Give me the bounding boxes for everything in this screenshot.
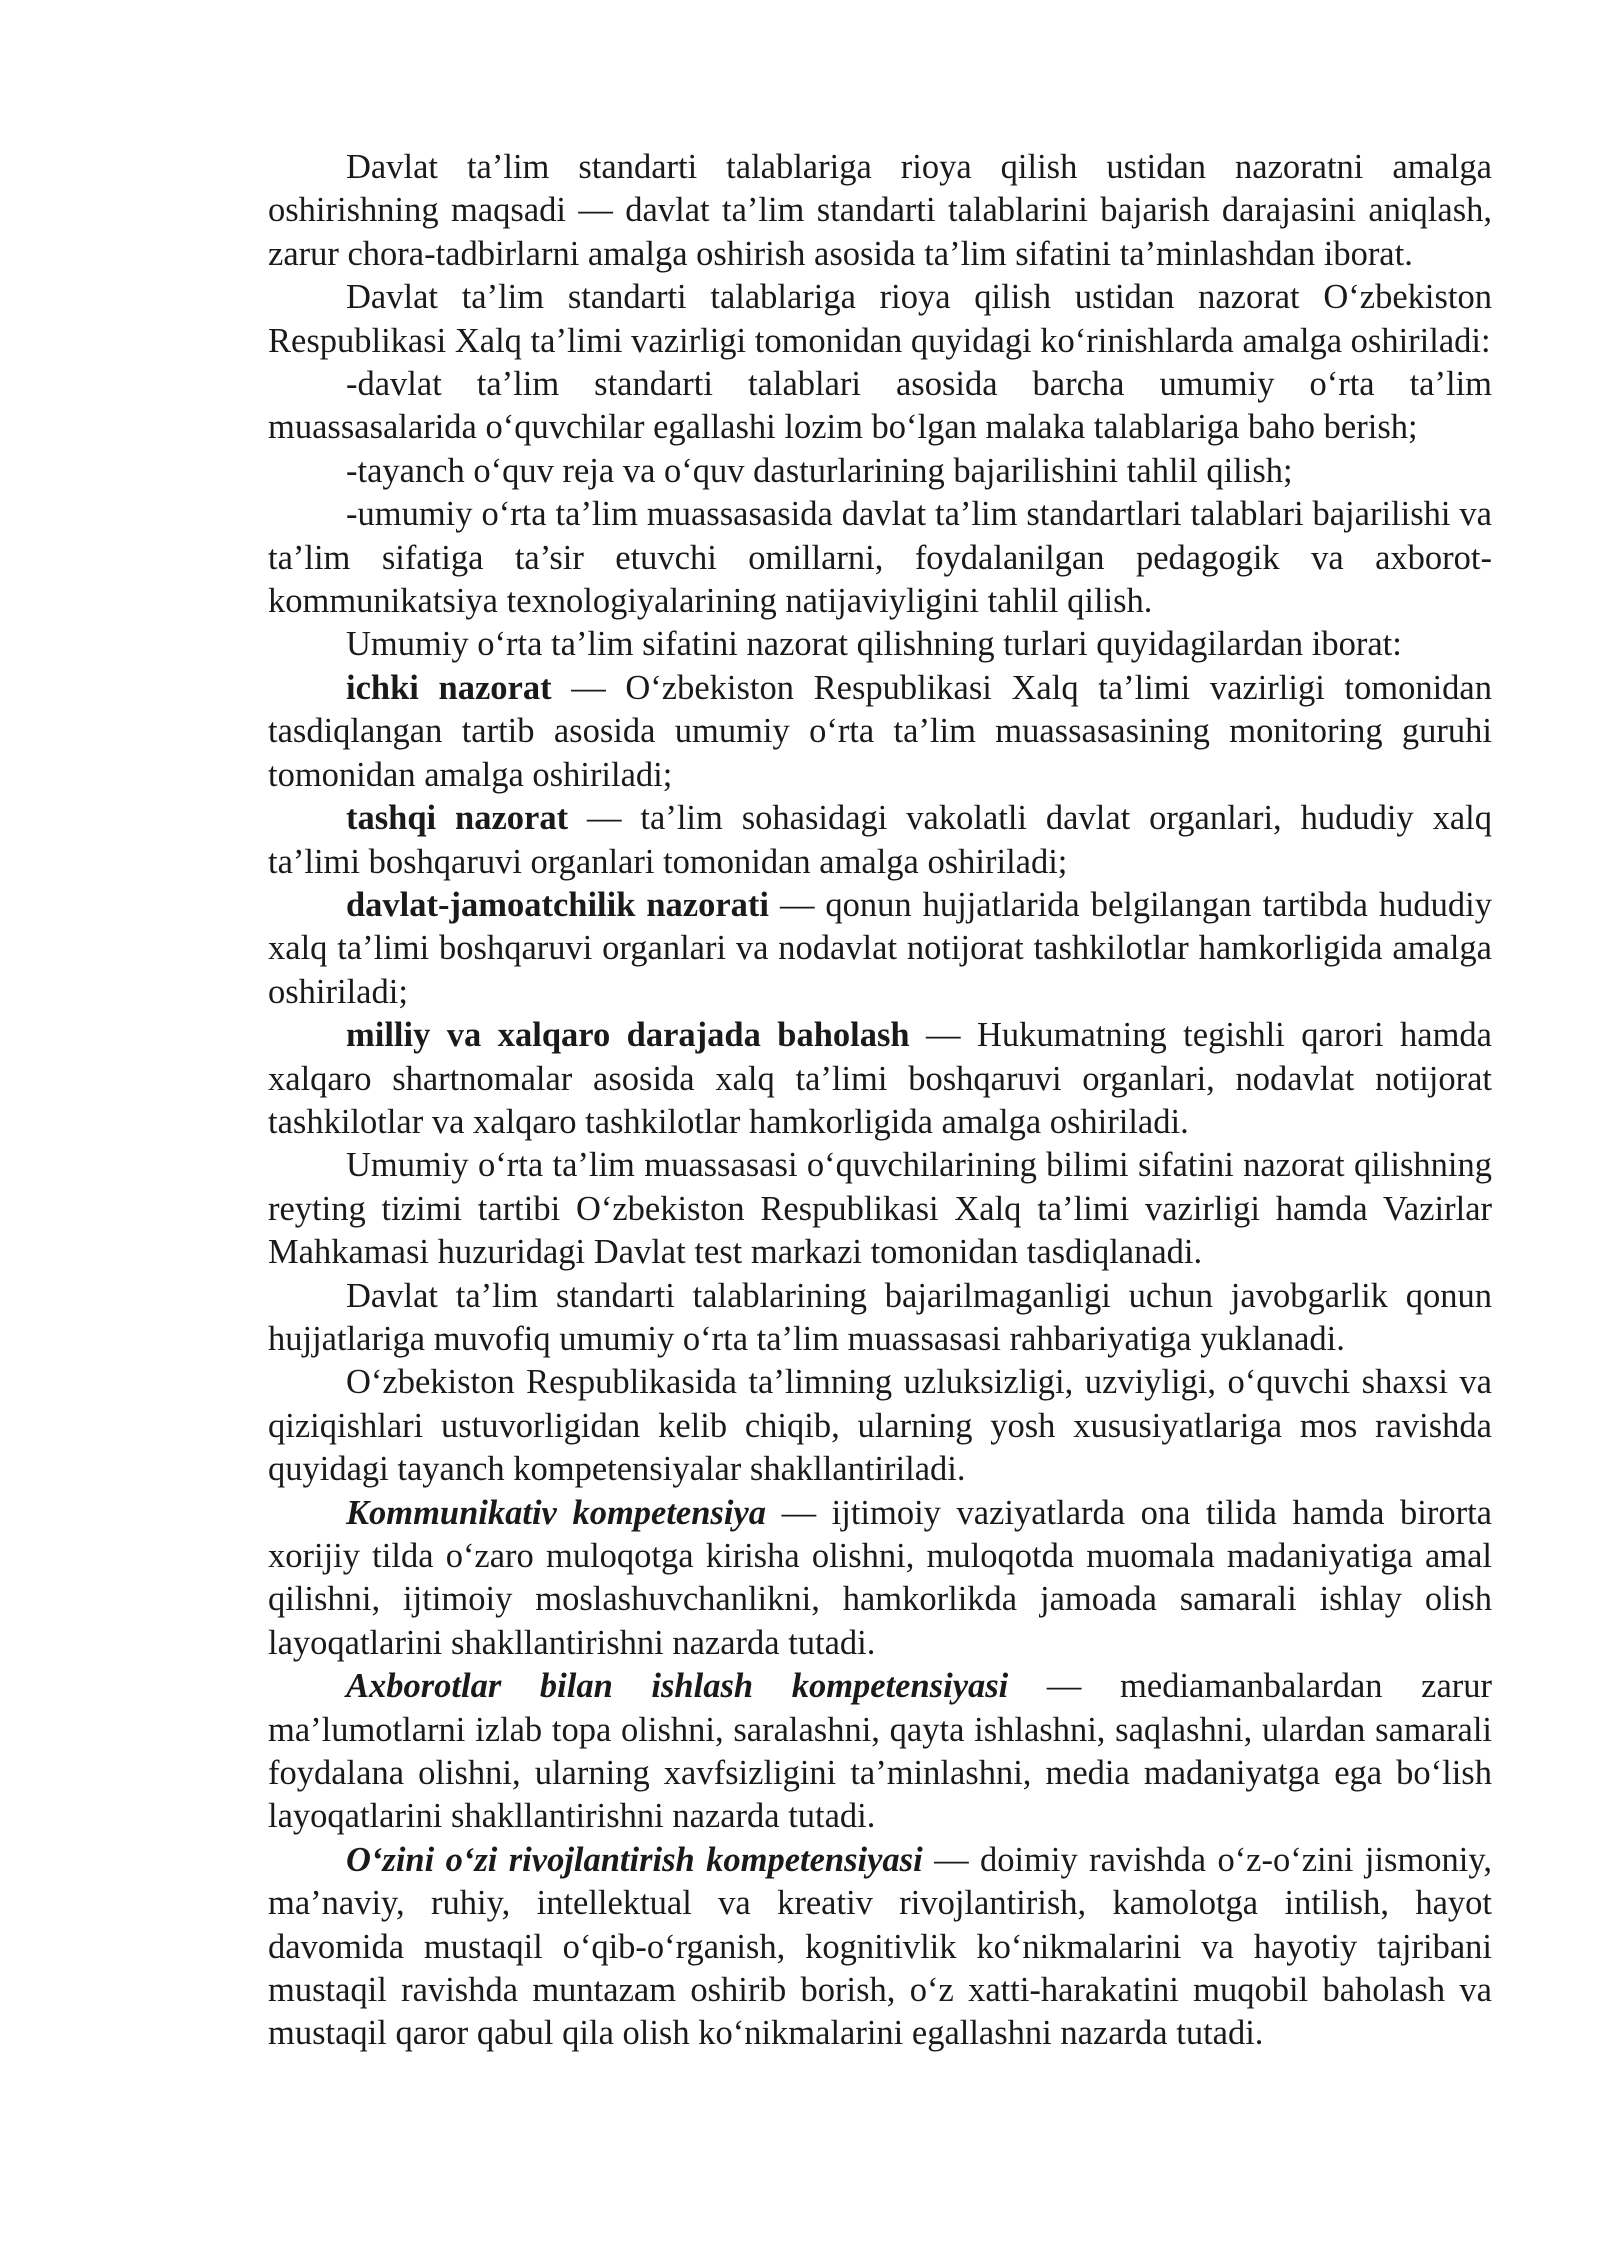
paragraph-nazorat-turlari: [268, 623, 1492, 666]
list-item-tahlil-qilish: [268, 450, 1492, 493]
paragraph-text: Davlat ta’lim standarti talablariga rioya qilish ustidan nazoratni amalga oshirishning maqsadi — davlat ta’lim standarti talablarini bajarish darajasini aniqlash, zarur chora-tadbirlarni amalga oshirish asosida ta’lim sifatini ta’minlashdan iborat.: [268, 148, 1492, 273]
paragraph-text: -davlat ta’lim standarti talablari asosida barcha umumiy o‘rta ta’lim muassasalarida o‘quvchilar egallashi lozim bo‘lgan malaka talablariga baho berish;: [268, 365, 1492, 447]
paragraph-text: O‘zbekiston Respublikasida ta’limning uzluksizligi, uzviyligi, o‘quvchi shaxsi va qiziqishlari ustuvorligidan kelib chiqib, ularning yosh xususiyatlariga mos ravishda quyidagi tayanch kompetensiyalar shakllantiriladi.: [268, 1363, 1492, 1489]
document-page: [268, 146, 1492, 2056]
paragraph-text: — qonun hujjatlarida belgilangan tartibda hududiy xalq ta’limi boshqaruvi organlari va nodavlat notijorat tashkilotlar hamkorligida amalga oshiriladi;: [268, 885, 1492, 1011]
paragraph-rivojlantirish-kompetensiyasi: [268, 1839, 1492, 2056]
bold-term: davlat-jamoatchilik nazorati: [346, 885, 770, 924]
paragraph-axborot-kompetensiyasi: [268, 1665, 1492, 1839]
list-item-omillar-tahlili: [268, 493, 1492, 623]
paragraph-nazorat-korinishlari: [268, 276, 1492, 363]
list-item-baho-berish: [268, 363, 1492, 450]
paragraph-kommunikativ-kompetensiya: [268, 1492, 1492, 1666]
bold-term: tashqi nazorat: [346, 799, 569, 838]
paragraph-text: — doimiy ravishda o‘z-o‘zini jismoniy, ma’naviy, ruhiy, intellektual va kreativ rivojlantirish, kamolotga intilish, hayot davomida mustaqil o‘qib-o‘rganish, kognitivlik ko‘nikmalarini va hayotiy tajribani mustaqil ravishda muntazam oshirib borish, o‘z xatti-harakatini muqobil baholash va mustaqil qaror qabul qila olish ko‘nikmalarini egallashni nazarda tutadi.: [268, 1840, 1493, 2053]
paragraph-javobgarlik: [268, 1275, 1492, 1362]
bold-term: milliy va xalqaro darajada baholash: [346, 1016, 910, 1055]
paragraph-text: — ta’lim sohasidagi vakolatli davlat organlari, hududiy xalq ta’limi boshqaruvi organlari tomonidan amalga oshiriladi;: [268, 799, 1492, 881]
bold-italic-term: O‘zini o‘zi rivojlantirish kompetensiyasi: [346, 1840, 923, 1879]
paragraph-text: -umumiy o‘rta ta’lim muassasasida davlat ta’lim standartlari talablari bajarilishi va ta’lim sifatiga ta’sir etuvchi omillarni, foydalanilgan pedagogik va axborot-kommunikatsiya texnologiyalarining natijaviyligini tahlil qilish.: [268, 495, 1492, 621]
paragraph-text: — Hukumatning tegishli qarori hamda xalqaro shartnomalar asosida xalq ta’limi boshqaruvi organlari, nodavlat notijorat tashkilotlar va xalqaro tashkilotlar hamkorligida amalga oshiriladi.: [268, 1016, 1492, 1141]
paragraph-text: — ijtimoiy vaziyatlarda ona tilida hamda birorta xorijiy tilda o‘zaro muloqotga kirisha olishni, muloqotda muomala madaniyatiga amal qilishni, ijtimoiy moslashuvchanlikni, hamkorlikda jamoada samarali ishlay olish layoqatlarini shakllantirishni nazarda tutadi.: [268, 1493, 1492, 1662]
paragraph-davlat-jamoatchilik-nazorati: [268, 884, 1492, 1014]
paragraph-text: — O‘zbekiston Respublikasi Xalq ta’limi vazirligi tomonidan tasdiqlangan tartib asosida umumiy o‘rta ta’lim muassasasining monitoring guruhi tomonidan amalga oshiriladi;: [268, 668, 1492, 794]
paragraph-text: Umumiy o‘rta ta’lim muassasasi o‘quvchilarining bilimi sifatini nazorat qilishning reyting tizimi tartibi O‘zbekiston Respublikasi Xalq ta’limi vazirligi hamda Vazirlar Mahkamasi huzuridagi Davlat test markazi tomonidan tasdiqlanadi.: [268, 1146, 1492, 1272]
paragraph-text: — mediamanbalardan zarur ma’lumotlarni izlab topa olishni, saralashni, qayta ishlashni, saqlashni, ulardan samarali foydalana olishni, ularning xavfsizligini ta’minlashni, media madaniyatga ega bo‘lish layoqatlarini shakllantirishni nazarda tutadi.: [268, 1667, 1493, 1836]
paragraph-text: -tayanch o‘quv reja va o‘quv dasturlarining bajarilishini tahlil qilish;: [346, 451, 1293, 490]
paragraph-tashqi-nazorat: [268, 797, 1492, 884]
paragraph-milliy-xalqaro-baholash: [268, 1014, 1492, 1144]
paragraph-text: Davlat ta’lim standarti talablariga rioya qilish ustidan nazorat O‘zbekiston Respublikasi Xalq ta’limi vazirligi tomonidan quyidagi ko‘rinishlarda amalga oshiriladi:: [268, 278, 1492, 360]
paragraph-ichki-nazorat: [268, 667, 1492, 797]
bold-italic-term: Axborotlar bilan ishlash kompetensiyasi: [346, 1667, 1009, 1706]
paragraph-text: Umumiy o‘rta ta’lim sifatini nazorat qilishning turlari quyidagilardan iborat:: [346, 625, 1402, 664]
bold-term: ichki nazorat: [346, 668, 552, 707]
paragraph-reyting-tizimi: [268, 1144, 1492, 1274]
bold-italic-term: Kommunikativ kompetensiya: [346, 1493, 767, 1532]
paragraph-tayanch-kompetensiyalar: [268, 1361, 1492, 1491]
paragraph-nazorat-maqsadi: [268, 146, 1492, 276]
paragraph-text: Davlat ta’lim standarti talablarining bajarilmaganligi uchun javobgarlik qonun hujjatlariga muvofiq umumiy o‘rta ta’lim muassasasi rahbariyatiga yuklanadi.: [268, 1276, 1492, 1358]
